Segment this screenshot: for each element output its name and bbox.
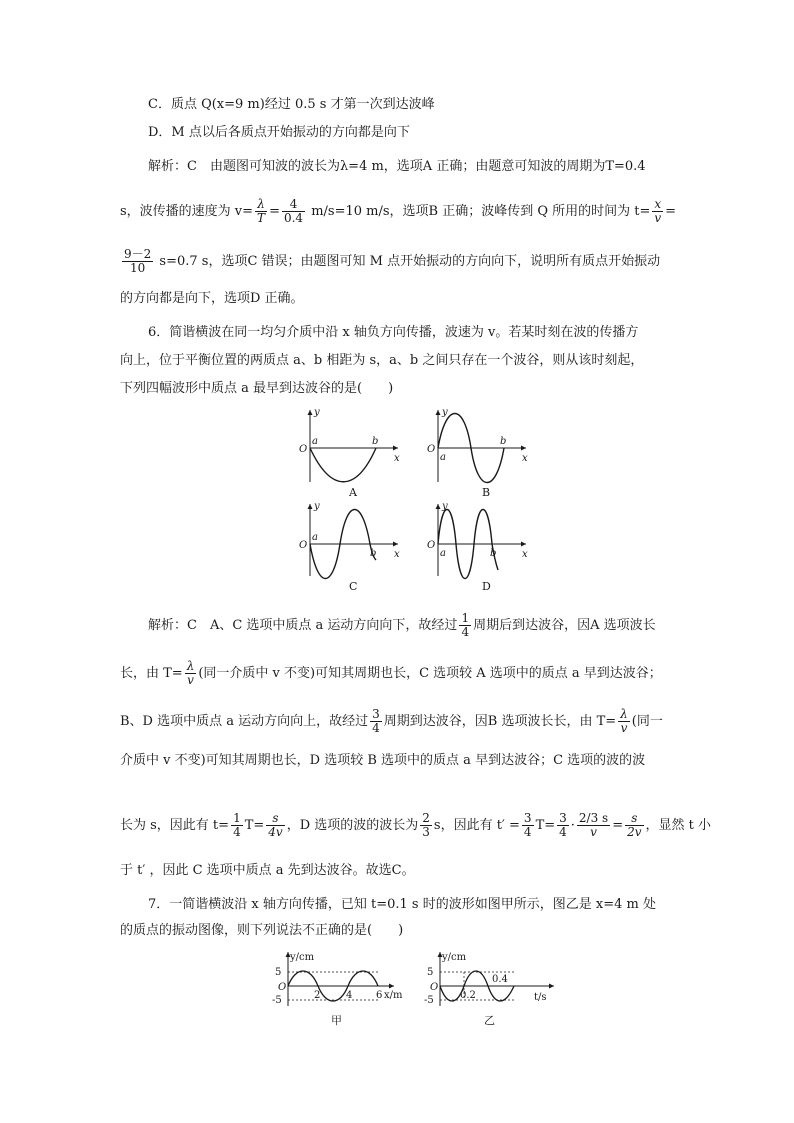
t-axis-label: t/s [534, 992, 547, 1003]
x-tick-6: 6 [376, 990, 383, 1001]
y-tick-negative: -5 [424, 995, 434, 1006]
x-axis-arrow [389, 984, 394, 989]
q6-graph-b [424, 406, 534, 484]
x-axis-label: x/m [384, 990, 403, 1001]
y-axis-label: y/cm [290, 952, 315, 963]
fraction-2-over-3: $\frac{2}{3}$ [422, 811, 430, 839]
q5-solution-line-1: 解析：C 由题图可知波的波长为λ=4 m，选项A 正确；由题意可知波的周期为T=0.4 [148, 159, 646, 174]
point-b-label: b [500, 436, 507, 447]
y-axis-label: y [442, 407, 448, 418]
x-tick-4: 4 [346, 990, 353, 1001]
origin-label: O [278, 982, 287, 993]
q7-stem-line-2: 的质点的振动图像，则下列说法不正确的是( ) [120, 923, 404, 938]
q7-graph-yi [418, 950, 568, 1008]
x-tick-2: 2 [314, 990, 321, 1001]
fraction-lambda-over-v: $\frac{\lambda}{v}$ [186, 659, 195, 687]
x-axis-label: x [522, 453, 528, 464]
fraction-s-over-4v: $\frac{s}{4v}$ [268, 811, 283, 839]
fraction-3-over-4: $\frac{3}{4}$ [559, 811, 567, 839]
point-a-label: a [440, 548, 446, 559]
origin-label: O [430, 982, 439, 993]
fraction-4-over-0.4: $\frac{4}{0.4}$ [283, 197, 304, 225]
q7-graph-jia [266, 950, 416, 1008]
q6-caption-d: D [482, 580, 491, 593]
origin-label: O [299, 444, 308, 455]
q6-caption-b: B [482, 486, 491, 499]
origin-label: O [299, 540, 308, 551]
point-b-label: b [490, 548, 497, 559]
waveform [310, 448, 376, 482]
x-axis-arrow [393, 542, 398, 547]
origin-label: O [427, 540, 436, 551]
fraction-1-over-4: $\frac{1}{4}$ [233, 811, 241, 839]
q6-graph-a [296, 406, 406, 484]
fraction-1-over-4: $\frac{1}{4}$ [461, 611, 470, 639]
q5-solution-line-2: s，波传播的速度为 v= $\frac{\lambda}{T}$ = $\frac{4}{0.4}$ m/s=10 m/s，选项B 正确；波峰传到 Q 所用的时间为 t= $\frac{x}{v}$ = [120, 197, 677, 225]
q6-solution-line-4: 介质中 v 不变)可知其周期也长，D 选项较 B 选项中的质点 a 早到达波谷；C 选项的波的波 [120, 753, 646, 768]
q5-solution-line-3: $\frac{9-2}{10}$ s=0.7 s，选项C 错误；由题图可知 M 点开始振动的方向向下，说明所有质点开始振动 [124, 247, 661, 275]
option-d: D．M 点以后各质点开始振动的方向都是向下 [148, 125, 410, 140]
q6-caption-a: A [349, 486, 357, 499]
q7-stem-line-1: 7．一简谐横波沿 x 轴方向传播，已知 t=0.1 s 时的波形如图甲所示，图乙是 x=4 m 处 [148, 897, 656, 912]
fraction-x-over-v: $\frac{x}{v}$ [654, 197, 662, 225]
q6-solution-line-3: B、D 选项中质点 a 运动方向向上，故经过 $\frac{3}{4}$ 周期到达波谷，因B 选项波长长，由 T= $\frac{\lambda}{v}$ (同一 [120, 707, 663, 735]
t-tick-0.4: 0.4 [492, 974, 508, 985]
fraction-7-over-10: $\frac{9-2}{10}$ [124, 247, 152, 275]
y-axis-label: y [442, 501, 448, 512]
y-axis-arrow [308, 504, 313, 509]
fraction-lambda-over-T: $\frac{\lambda}{T}$ [257, 197, 266, 225]
y-axis-label: y [314, 407, 320, 418]
t-axis-arrow [549, 984, 554, 989]
fraction-s-over-2v: $\frac{s}{2v}$ [627, 811, 642, 839]
point-a-label: a [312, 532, 318, 543]
x-axis-arrow [521, 542, 526, 547]
y-axis-label: y [314, 501, 320, 512]
y-tick-positive: 5 [275, 967, 282, 978]
q7-caption-jia: 甲 [331, 1014, 342, 1027]
fraction-3-over-4: $\frac{3}{4}$ [523, 811, 532, 839]
fraction-two-thirds-s-over-v: $\frac{2/3 s}{v}$ [578, 811, 609, 839]
fraction-lambda-over-v: $\frac{\lambda}{v}$ [620, 707, 628, 735]
x-axis-label: x [394, 549, 400, 560]
y-axis-label: y/cm [442, 952, 467, 963]
origin-label: O [427, 444, 436, 455]
q6-solution-line-5: 长为 s，因此有 t= $\frac{1}{4}$ T= $\frac{s}{4v}$ ，D 选项的波的波长为 $\frac{2}{3}$ s，因此有 t′ = $\frac{3}{4}$ T= $\frac{3}{4}$ · $\frac{2/3 s}{v}$ = $\frac{s}{2v}$ ，显然 t 小 [120, 811, 712, 839]
q6-graph-d [424, 500, 534, 578]
q6-graph-c [296, 500, 406, 578]
y-axis-arrow [436, 504, 441, 509]
t-tick-0.2: 0.2 [460, 990, 476, 1001]
q6-solution-line-2: 长，由 T= $\frac{\lambda}{v}$ (同一介质中 v 不变)可知其周期也长，C 选项较 A 选项中的质点 a 早到达波谷； [120, 659, 662, 687]
q7-caption-yi: 乙 [484, 1014, 495, 1027]
y-tick-positive: 5 [427, 967, 434, 978]
y-axis-arrow [308, 410, 313, 415]
q6-stem-line-1: 6．简谐横波在同一均匀介质中沿 x 轴负方向传播，波速为 v。若某时刻在波的传播方 [148, 325, 639, 340]
q6-stem-line-2: 向上，位于平衡位置的两质点 a、b 相距为 s，a、b 之间只存在一个波谷，则从该时刻起， [120, 353, 644, 368]
x-axis-label: x [394, 453, 400, 464]
x-axis-arrow [393, 446, 398, 451]
point-b-label: b [372, 436, 379, 447]
x-axis-arrow [521, 446, 526, 451]
q6-caption-c: C [349, 580, 358, 593]
point-a-label: a [440, 452, 446, 463]
x-axis-label: x [522, 549, 528, 560]
q6-stem-line-3: 下列四幅波形中质点 a 最早到达波谷的是( ) [120, 381, 394, 396]
q5-solution-line-4: 的方向都是向下，选项D 正确。 [120, 291, 304, 306]
q6-solution-line-6: 于 t′ ，因此 C 选项中质点 a 先到达波谷。故选C。 [120, 863, 415, 878]
fraction-3-over-4: $\frac{3}{4}$ [372, 707, 380, 735]
y-tick-negative: -5 [272, 995, 282, 1006]
point-a-label: a [312, 436, 318, 447]
option-c: C．质点 Q(x=9 m)经过 0.5 s 才第一次到达波峰 [148, 97, 435, 112]
point-b-label: b [370, 548, 377, 559]
y-axis-arrow [436, 410, 441, 415]
q6-solution-line-1: 解析：C A、C 选项中质点 a 运动方向向下，故经过 $\frac{1}{4}$ 周期后到达波谷，因A 选项波长 [148, 611, 656, 639]
